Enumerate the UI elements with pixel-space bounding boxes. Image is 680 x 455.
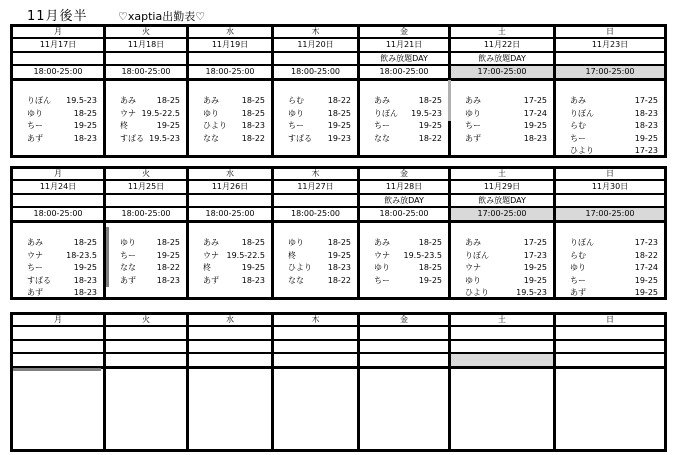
staff-hours: 19-25 <box>634 288 658 297</box>
day-date <box>106 327 186 339</box>
day-dow: 火 <box>142 315 150 324</box>
staff-row <box>570 108 658 121</box>
staff-hours: 19-25 <box>523 121 547 130</box>
staff-list <box>203 95 265 145</box>
staff-name: あみ <box>27 238 43 247</box>
staff-list <box>288 237 351 287</box>
staff-list <box>374 237 442 287</box>
day-date <box>13 327 103 339</box>
day-event <box>106 341 186 352</box>
staff-name: あず <box>27 288 43 297</box>
day-hours: 18:00-25:00 <box>379 209 429 218</box>
staff-name: ひより <box>570 146 594 155</box>
staff-hours: 18-25 <box>327 238 351 247</box>
staff-row <box>203 108 265 121</box>
day-event <box>13 53 103 64</box>
day-date: 11月28日 <box>385 182 423 191</box>
staff-name: ちー <box>120 250 136 260</box>
staff-hours: 18-23 <box>156 275 180 285</box>
staff-name: らむ <box>570 250 586 260</box>
staff-name: らむ <box>570 121 586 130</box>
day-dow: 火 <box>142 27 150 36</box>
staff-hours: 19-23 <box>327 133 351 143</box>
staff-name: ゆり <box>465 275 481 285</box>
day-dow: 水 <box>226 27 234 36</box>
staff-hours: 18-25 <box>418 96 442 105</box>
day-dow: 金 <box>400 315 408 324</box>
staff-hours: 19-25 <box>418 121 442 130</box>
staff-name: ゆり <box>288 238 304 247</box>
day-hours: 18:00-25:00 <box>33 209 83 218</box>
staff-name: あず <box>120 275 136 285</box>
staff-row <box>465 108 547 121</box>
staff-hours: 18-23 <box>73 288 97 297</box>
staff-name: あみ <box>465 238 481 247</box>
staff-name: なな <box>288 275 304 285</box>
staff-hours: 19-25 <box>523 275 547 285</box>
day-dow: 水 <box>226 169 234 178</box>
day-event: 飲み放題DAY <box>478 196 526 205</box>
staff-hours: 18-23 <box>523 133 547 143</box>
staff-hours: 19-25 <box>241 263 265 272</box>
staff-list <box>288 95 351 145</box>
day-date: 11月27日 <box>297 182 334 191</box>
staff-row <box>374 95 442 108</box>
day-hours <box>189 354 271 366</box>
staff-name: ちー <box>288 121 304 130</box>
staff-row <box>465 262 547 275</box>
staff-hours: 19-25 <box>634 275 658 285</box>
day-event <box>274 53 357 64</box>
staff-row <box>27 108 97 121</box>
day-hours: 18:00-25:00 <box>205 209 255 218</box>
staff-name: ちー <box>570 275 586 285</box>
staff-name: あみ <box>570 96 586 105</box>
staff-hours: 18-23 <box>634 121 658 130</box>
day-hours: 18:00-25:00 <box>291 209 340 218</box>
staff-hours: 18-22 <box>418 133 442 143</box>
staff-row <box>27 250 97 263</box>
staff-name: りぼん <box>27 96 51 105</box>
staff-hours: 18-25 <box>241 108 265 118</box>
staff-name: すばる <box>288 133 312 143</box>
staff-name: ひより <box>203 121 227 130</box>
staff-hours: 19.5-23.5 <box>403 250 442 260</box>
staff-row <box>570 275 658 288</box>
staff-hours: 19-25 <box>73 263 97 272</box>
day-event <box>189 53 271 64</box>
day-event <box>189 195 271 206</box>
staff-hours: 19-25 <box>327 250 351 260</box>
day-event <box>106 195 186 206</box>
staff-row <box>465 275 547 288</box>
staff-name: あず <box>27 133 43 143</box>
staff-name: ちー <box>27 121 43 130</box>
staff-row <box>465 237 547 250</box>
day-hours: 18:00-25:00 <box>33 67 83 76</box>
header-divider <box>13 366 664 369</box>
day-hours: 17:00-25:00 <box>585 209 635 218</box>
staff-hours: 19.5-23 <box>411 108 442 118</box>
staff-hours: 18-23 <box>241 275 265 285</box>
day-event: 飲み放題DAY <box>380 54 428 63</box>
staff-hours: 18-23 <box>241 121 265 130</box>
staff-row <box>465 287 547 300</box>
staff-hours: 19.5-23 <box>149 133 180 143</box>
staff-row <box>465 95 547 108</box>
week-table <box>10 312 667 452</box>
staff-row <box>570 145 658 158</box>
day-hours: 17:00-25:00 <box>477 67 527 76</box>
staff-row <box>570 133 658 146</box>
staff-hours: 17-23 <box>634 238 658 247</box>
staff-row <box>465 133 547 146</box>
day-date: 11月20日 <box>297 40 334 49</box>
staff-row <box>27 133 97 146</box>
day-dow: 木 <box>311 27 320 36</box>
staff-name: りぼん <box>465 250 489 260</box>
staff-hours: 18-25 <box>156 238 180 247</box>
staff-name: ちー <box>374 275 390 285</box>
staff-name: あず <box>465 133 481 143</box>
day-hours: 18:00-25:00 <box>121 209 171 218</box>
staff-hours: 17-25 <box>523 96 547 105</box>
day-hours: 18:00-25:00 <box>205 67 255 76</box>
day-hours: 18:00-25:00 <box>379 67 429 76</box>
day-hours: 17:00-25:00 <box>585 67 635 76</box>
staff-hours: 18-22 <box>327 275 351 285</box>
day-date: 11月30日 <box>591 182 629 191</box>
staff-name: 柊 <box>120 121 128 130</box>
staff-name: ひより <box>465 288 489 297</box>
day-event <box>556 195 664 206</box>
staff-hours: 18-25 <box>73 108 97 118</box>
staff-row <box>374 108 442 121</box>
staff-name: らむ <box>288 96 304 105</box>
staff-hours: 18-25 <box>241 96 265 105</box>
day-hours: 18:00-25:00 <box>291 67 340 76</box>
staff-row <box>120 108 180 121</box>
day-date <box>451 327 553 339</box>
staff-row <box>570 237 658 250</box>
day-event <box>13 195 103 206</box>
staff-hours: 19-25 <box>634 133 658 143</box>
day-event <box>13 341 103 352</box>
staff-row <box>288 133 351 146</box>
staff-name: ウナ <box>203 250 219 260</box>
day-date: 11月19日 <box>211 40 249 49</box>
staff-row <box>374 262 442 275</box>
staff-list <box>27 237 97 300</box>
day-dow: 土 <box>498 169 506 178</box>
gray-accent <box>13 368 101 371</box>
staff-row <box>570 120 658 133</box>
staff-row <box>203 237 265 250</box>
staff-hours: 19-25 <box>156 121 180 130</box>
day-hours: 18:00-25:00 <box>121 67 171 76</box>
header-divider <box>13 220 664 223</box>
header-divider <box>13 78 664 81</box>
staff-row <box>120 237 180 250</box>
staff-name: ちー <box>27 263 43 272</box>
staff-hours: 19.5-22.5 <box>226 250 265 260</box>
staff-list <box>465 237 547 300</box>
staff-name: りぼん <box>374 108 398 118</box>
staff-name: あみ <box>374 238 390 247</box>
staff-hours: 18-22 <box>156 263 180 272</box>
staff-row <box>120 262 180 275</box>
staff-hours: 19.5-23 <box>516 288 547 297</box>
day-hours <box>13 354 103 366</box>
staff-name: ウナ <box>465 263 481 272</box>
staff-hours: 19-25 <box>523 263 547 272</box>
staff-row <box>203 262 265 275</box>
day-event: 飲み放題DAY <box>478 54 526 63</box>
staff-list <box>203 237 265 287</box>
day-date <box>556 327 664 339</box>
staff-list <box>570 95 658 158</box>
staff-row <box>465 120 547 133</box>
staff-row <box>27 275 97 288</box>
staff-name: あみ <box>120 96 136 105</box>
staff-row <box>120 275 180 288</box>
gray-accent <box>106 227 109 287</box>
staff-name: なな <box>374 133 390 143</box>
staff-hours: 18-23.5 <box>66 250 97 260</box>
staff-row <box>288 237 351 250</box>
day-date: 11月24日 <box>39 182 77 191</box>
day-dow: 水 <box>226 315 234 324</box>
staff-list <box>27 95 97 145</box>
day-date: 11月18日 <box>127 40 165 49</box>
staff-hours: 19.5-22.5 <box>141 108 180 118</box>
staff-row <box>288 250 351 263</box>
day-date: 11月23日 <box>591 40 629 49</box>
staff-name: 柊 <box>288 250 296 260</box>
staff-row <box>465 250 547 263</box>
staff-row <box>374 120 442 133</box>
staff-name: あみ <box>465 96 481 105</box>
staff-name: ゆり <box>570 263 586 272</box>
staff-name: ウナ <box>120 108 136 118</box>
staff-hours: 18-25 <box>241 238 265 247</box>
day-event <box>274 341 357 352</box>
day-event <box>451 341 553 352</box>
staff-hours: 17-24 <box>523 108 547 118</box>
staff-row <box>27 95 97 108</box>
staff-hours: 19-25 <box>418 275 442 285</box>
staff-row <box>570 250 658 263</box>
staff-row <box>288 108 351 121</box>
staff-hours: 17-24 <box>634 263 658 272</box>
day-hours <box>274 354 357 366</box>
staff-name: ゆり <box>120 238 136 247</box>
day-hours <box>451 354 553 366</box>
staff-name: りぼん <box>570 108 594 118</box>
staff-hours: 18-22 <box>327 96 351 105</box>
staff-row <box>120 250 180 263</box>
day-date: 11月22日 <box>483 40 521 49</box>
day-event: 飲み放DAY <box>384 196 424 205</box>
staff-name: ウナ <box>374 250 390 260</box>
staff-name: あず <box>570 288 586 297</box>
staff-name: あみ <box>203 96 219 105</box>
staff-row <box>27 120 97 133</box>
staff-row <box>203 133 265 146</box>
staff-row <box>203 275 265 288</box>
day-dow: 土 <box>498 315 506 324</box>
staff-hours: 19.5-23 <box>66 96 97 105</box>
staff-name: すばる <box>27 275 51 285</box>
page-subtitle: ♡xaptia出勤表♡ <box>118 10 206 23</box>
day-hours <box>556 354 664 366</box>
day-dow: 月 <box>54 315 62 324</box>
staff-row <box>203 250 265 263</box>
staff-row <box>27 262 97 275</box>
staff-name: ゆり <box>465 108 481 118</box>
week-table <box>10 24 667 158</box>
staff-row <box>570 287 658 300</box>
day-date: 11月17日 <box>39 40 77 49</box>
staff-hours: 18-22 <box>634 250 658 260</box>
staff-hours: 17-25 <box>634 96 658 105</box>
day-hours <box>106 354 186 366</box>
day-dow: 木 <box>311 315 320 324</box>
day-date: 11月25日 <box>127 182 165 191</box>
week-table <box>10 166 667 300</box>
staff-name: ちー <box>465 121 481 130</box>
staff-name: ゆり <box>27 108 43 118</box>
staff-name: なな <box>203 133 219 143</box>
staff-name: ウナ <box>27 250 43 260</box>
staff-row <box>27 237 97 250</box>
staff-row <box>120 95 180 108</box>
staff-row <box>570 262 658 275</box>
day-dow: 金 <box>400 27 408 36</box>
staff-name: ひより <box>288 263 312 272</box>
staff-row <box>288 95 351 108</box>
day-dow: 月 <box>54 27 62 36</box>
page-title: 11月後半 <box>27 9 88 24</box>
gray-accent <box>448 80 451 121</box>
staff-row <box>374 250 442 263</box>
staff-hours: 18-23 <box>73 133 97 143</box>
day-dow: 月 <box>54 169 62 178</box>
day-date <box>360 327 448 339</box>
day-dow: 日 <box>606 169 614 178</box>
day-event <box>106 53 186 64</box>
staff-row <box>288 275 351 288</box>
staff-name: あみ <box>203 238 219 247</box>
staff-hours: 18-25 <box>73 238 97 247</box>
day-hours <box>360 354 448 366</box>
day-dow: 金 <box>400 169 408 178</box>
staff-list <box>374 95 442 145</box>
staff-name: ゆり <box>203 108 219 118</box>
staff-name: ちー <box>570 133 586 143</box>
day-hours: 17:00-25:00 <box>477 209 527 218</box>
staff-name: すばる <box>120 133 144 143</box>
staff-list <box>570 237 658 300</box>
staff-row <box>203 95 265 108</box>
staff-hours: 18-23 <box>634 108 658 118</box>
day-date <box>274 327 357 339</box>
staff-list <box>120 237 180 287</box>
staff-hours: 18-25 <box>327 108 351 118</box>
day-dow: 日 <box>606 315 614 324</box>
staff-hours: 18-23 <box>73 275 97 285</box>
staff-hours: 17-23 <box>634 146 658 155</box>
staff-row <box>570 95 658 108</box>
staff-name: りぼん <box>570 238 594 247</box>
staff-row <box>374 133 442 146</box>
staff-hours: 17-23 <box>523 250 547 260</box>
staff-name: なな <box>120 263 136 272</box>
day-dow: 木 <box>311 169 320 178</box>
day-dow: 火 <box>142 169 150 178</box>
staff-name: 柊 <box>203 263 211 272</box>
staff-list <box>465 95 547 145</box>
staff-list <box>120 95 180 145</box>
staff-hours: 18-23 <box>327 263 351 272</box>
staff-hours: 19-25 <box>73 121 97 130</box>
day-event <box>556 341 664 352</box>
staff-row <box>120 133 180 146</box>
staff-row <box>203 120 265 133</box>
day-event <box>189 341 271 352</box>
staff-hours: 18-25 <box>156 96 180 105</box>
staff-hours: 19-25 <box>327 121 351 130</box>
staff-row <box>120 120 180 133</box>
day-date: 11月21日 <box>385 40 423 49</box>
day-dow: 土 <box>498 27 506 36</box>
day-event <box>274 195 357 206</box>
staff-name: ゆり <box>374 263 390 272</box>
day-event <box>360 341 448 352</box>
day-date <box>189 327 271 339</box>
staff-hours: 18-25 <box>418 238 442 247</box>
day-date: 11月26日 <box>211 182 249 191</box>
staff-hours: 18-22 <box>241 133 265 143</box>
staff-row <box>374 275 442 288</box>
staff-hours: 18-25 <box>418 263 442 272</box>
staff-row <box>288 262 351 275</box>
staff-name: ちー <box>374 121 390 130</box>
staff-name: あず <box>203 275 219 285</box>
staff-row <box>374 237 442 250</box>
staff-hours: 17-25 <box>523 238 547 247</box>
staff-name: あみ <box>374 96 390 105</box>
day-date: 11月29日 <box>483 182 521 191</box>
staff-row <box>27 287 97 300</box>
day-dow: 日 <box>606 27 614 36</box>
day-event <box>556 53 664 64</box>
staff-row <box>288 120 351 133</box>
staff-name: ゆり <box>288 108 304 118</box>
staff-hours: 19-25 <box>156 250 180 260</box>
